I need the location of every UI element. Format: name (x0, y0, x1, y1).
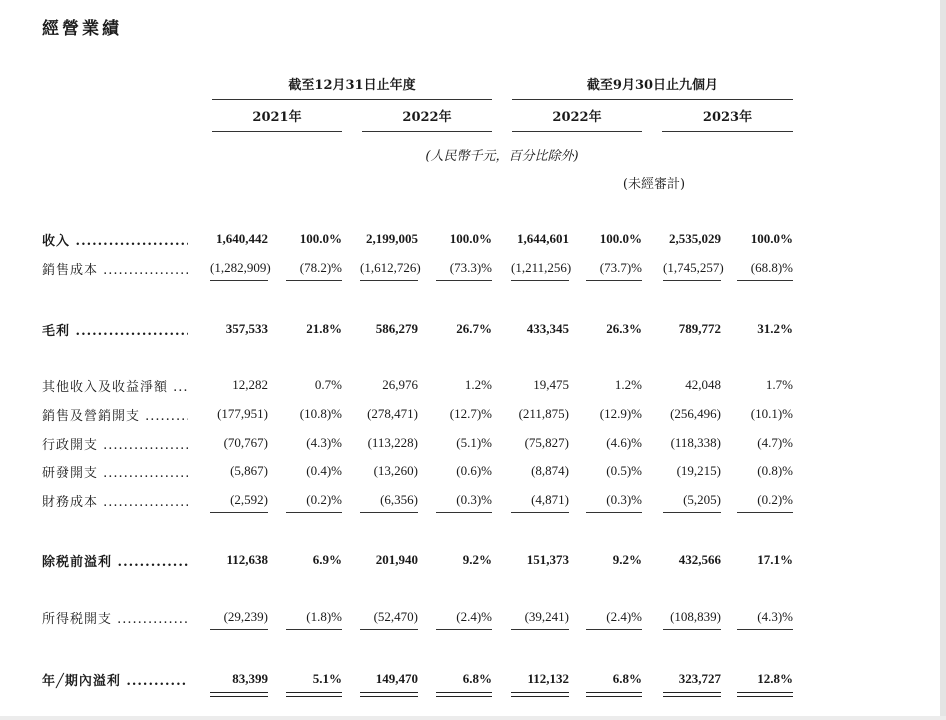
cell-selling-expenses-amount-2: (211,875) (518, 406, 569, 421)
cell-income-tax-amount-1: (52,470) (360, 608, 418, 630)
cell-finance-costs-amount-1: (6,356) (360, 491, 418, 513)
cell-admin-expenses-percent-1: (5.1)% (456, 435, 492, 450)
cell-admin-expenses-percent-2: (4.6)% (606, 435, 642, 450)
cell-other-income-amount-0: 12,282 (232, 377, 268, 392)
cell-rd-expenses-amount-2: (8,874) (531, 463, 569, 478)
cell-selling-expenses-percent-2: (12.9)% (599, 406, 642, 421)
cell-gross-profit-amount-2: 433,345 (526, 321, 569, 336)
cell-selling-expenses-percent-1: (12.7)% (449, 406, 492, 421)
double-underline (663, 692, 721, 697)
cell-other-income-amount-3: 42,048 (685, 377, 721, 392)
cell-income-tax-amount-2: (39,241) (511, 608, 569, 630)
double-underline (511, 692, 569, 697)
page-edge-bottom (0, 716, 946, 720)
cell-cost-of-sales-percent-2: (73.7)% (586, 259, 642, 281)
row-label-rd-expenses: 研發開支 ..... (42, 462, 188, 481)
cell-revenue-percent-1: 100.0% (449, 231, 492, 246)
cell-cost-of-sales-percent-1: (73.3)% (436, 259, 492, 281)
double-underline (586, 692, 642, 697)
cell-selling-expenses-percent-3: (10.1)% (750, 406, 793, 421)
row-label-revenue: 收入 ..... (42, 230, 188, 249)
year-header-2023: 2023年 (662, 110, 793, 132)
row-label-finance-costs: 財務成本 ..... (42, 491, 188, 510)
cell-profit-before-tax-amount-3: 432,566 (678, 552, 721, 567)
cell-profit-before-tax-percent-1: 9.2% (462, 552, 492, 567)
cell-finance-costs-percent-0: (0.2)% (286, 491, 342, 513)
cell-revenue-percent-3: 100.0% (750, 231, 793, 246)
cell-income-tax-percent-0: (1.8)% (286, 608, 342, 630)
cell-admin-expenses-amount-0: (70,767) (223, 435, 268, 450)
section-title: 經營業績 (42, 19, 122, 39)
year-header-2022-nine: 2022年 (512, 110, 642, 132)
cell-profit-for-period-percent-2: 6.8% (612, 671, 642, 686)
cell-gross-profit-percent-0: 21.8% (306, 321, 342, 336)
row-label-income-tax: 所得税開支 ..... (42, 608, 188, 627)
cell-gross-profit-amount-3: 789,772 (678, 321, 721, 336)
cell-cost-of-sales-percent-3: (68.8)% (737, 259, 793, 281)
cell-other-income-percent-0: 0.7% (314, 377, 342, 392)
cell-selling-expenses-amount-0: (177,951) (217, 406, 268, 421)
cell-profit-for-period-amount-2: 112,132 (527, 671, 569, 686)
cell-gross-profit-percent-2: 26.3% (606, 321, 642, 336)
cell-cost-of-sales-amount-2: (1,211,256) (511, 259, 569, 281)
cell-rd-expenses-percent-3: (0.8)% (757, 463, 793, 478)
cell-rd-expenses-percent-0: (0.4)% (306, 463, 342, 478)
page-edge-right (940, 0, 946, 720)
cell-admin-expenses-amount-1: (113,228) (367, 435, 418, 450)
cell-revenue-amount-3: 2,535,029 (669, 231, 721, 246)
cell-cost-of-sales-percent-0: (78.2)% (286, 259, 342, 281)
cell-other-income-amount-2: 19,475 (533, 377, 569, 392)
cell-gross-profit-amount-0: 357,533 (225, 321, 268, 336)
cell-finance-costs-percent-1: (0.3)% (436, 491, 492, 513)
cell-revenue-amount-1: 2,199,005 (366, 231, 418, 246)
cell-other-income-amount-1: 26,976 (382, 377, 418, 392)
cell-admin-expenses-amount-3: (118,338) (670, 435, 721, 450)
cell-rd-expenses-percent-2: (0.5)% (606, 463, 642, 478)
cell-selling-expenses-amount-1: (278,471) (367, 406, 418, 421)
cell-cost-of-sales-amount-1: (1,612,726) (360, 259, 418, 281)
cell-rd-expenses-amount-3: (19,215) (676, 463, 721, 478)
cell-cost-of-sales-amount-3: (1,745,257) (663, 259, 721, 281)
cell-selling-expenses-amount-3: (256,496) (670, 406, 721, 421)
cell-finance-costs-percent-2: (0.3)% (586, 491, 642, 513)
year-header-2021: 2021年 (212, 110, 342, 132)
cell-other-income-percent-2: 1.2% (614, 377, 642, 392)
double-underline (360, 692, 418, 697)
cell-gross-profit-amount-1: 586,279 (375, 321, 418, 336)
cell-finance-costs-amount-3: (5,205) (663, 491, 721, 513)
row-label-profit-for-period: 年╱期內溢利 ..... (42, 670, 188, 689)
double-underline (436, 692, 492, 697)
row-label-admin-expenses: 行政開支 ..... (42, 434, 188, 453)
cell-profit-for-period-percent-1: 6.8% (462, 671, 492, 686)
unaudited-note: (未經審計) (622, 177, 686, 192)
cell-admin-expenses-percent-3: (4.7)% (757, 435, 793, 450)
cell-other-income-percent-3: 1.7% (765, 377, 793, 392)
cell-other-income-percent-1: 1.2% (464, 377, 492, 392)
cell-finance-costs-amount-2: (4,871) (511, 491, 569, 513)
double-underline (210, 692, 268, 697)
row-label-cost-of-sales: 銷售成本 ..... (42, 259, 188, 278)
period-header-nine-month: 截至9月30日止九個月 (512, 78, 793, 100)
cell-profit-before-tax-amount-2: 151,373 (526, 552, 569, 567)
cell-admin-expenses-amount-2: (75,827) (524, 435, 569, 450)
cell-rd-expenses-amount-1: (13,260) (373, 463, 418, 478)
cell-profit-for-period-amount-1: 149,470 (375, 671, 418, 686)
cell-profit-for-period-amount-3: 323,727 (678, 671, 721, 686)
cell-profit-before-tax-amount-1: 201,940 (375, 552, 418, 567)
cell-finance-costs-percent-3: (0.2)% (737, 491, 793, 513)
cell-profit-for-period-amount-0: 83,399 (232, 671, 268, 686)
cell-income-tax-amount-3: (108,839) (663, 608, 721, 630)
cell-income-tax-amount-0: (29,239) (210, 608, 268, 630)
cell-revenue-amount-0: 1,640,442 (216, 231, 268, 246)
row-label-profit-before-tax: 除税前溢利 ..... (42, 551, 188, 570)
period-header-full-year: 截至12月31日止年度 (212, 78, 492, 100)
row-label-gross-profit: 毛利 ..... (42, 320, 188, 339)
cell-gross-profit-percent-1: 26.7% (456, 321, 492, 336)
cell-profit-before-tax-percent-0: 6.9% (312, 552, 342, 567)
cell-profit-before-tax-percent-3: 17.1% (757, 552, 793, 567)
row-label-other-income: 其他收入及收益淨額 ..... (42, 376, 188, 395)
row-label-selling-expenses: 銷售及營銷開支 ..... (42, 405, 188, 424)
cell-finance-costs-amount-0: (2,592) (210, 491, 268, 513)
currency-note: (人民幣千元，百分比除外) (425, 149, 579, 164)
cell-admin-expenses-percent-0: (4.3)% (306, 435, 342, 450)
cell-profit-for-period-percent-3: 12.8% (757, 671, 793, 686)
cell-income-tax-percent-2: (2.4)% (586, 608, 642, 630)
cell-profit-before-tax-amount-0: 112,638 (226, 552, 268, 567)
cell-revenue-percent-2: 100.0% (599, 231, 642, 246)
cell-revenue-percent-0: 100.0% (299, 231, 342, 246)
year-header-2022-full: 2022年 (362, 110, 492, 132)
cell-income-tax-percent-1: (2.4)% (436, 608, 492, 630)
cell-rd-expenses-percent-1: (0.6)% (456, 463, 492, 478)
cell-profit-for-period-percent-0: 5.1% (312, 671, 342, 686)
double-underline (286, 692, 342, 697)
cell-rd-expenses-amount-0: (5,867) (230, 463, 268, 478)
double-underline (737, 692, 793, 697)
cell-cost-of-sales-amount-0: (1,282,909) (210, 259, 268, 281)
cell-revenue-amount-2: 1,644,601 (517, 231, 569, 246)
cell-selling-expenses-percent-0: (10.8)% (299, 406, 342, 421)
cell-profit-before-tax-percent-2: 9.2% (612, 552, 642, 567)
cell-income-tax-percent-3: (4.3)% (737, 608, 793, 630)
cell-gross-profit-percent-3: 31.2% (757, 321, 793, 336)
